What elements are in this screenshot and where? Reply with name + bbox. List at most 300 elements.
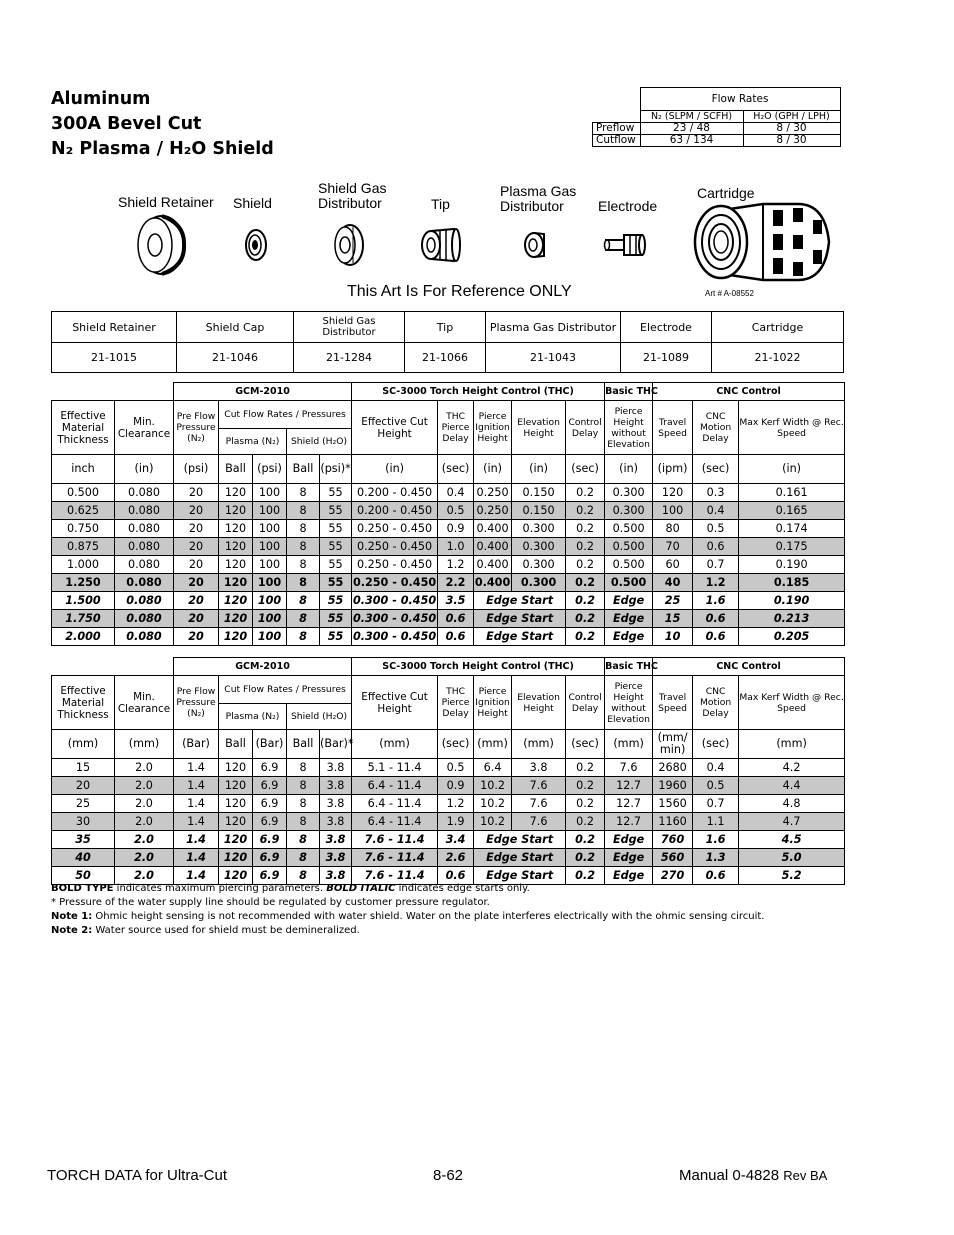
table-row: [52, 538, 845, 556]
table-cell: 1.500: [52, 592, 115, 610]
table-cell: 4.4: [739, 777, 845, 795]
art-label-shield-gas-distributor: Shield Gas Distributor: [318, 180, 387, 211]
table-cell: 8: [287, 502, 320, 520]
table-cell: 3.8: [512, 759, 566, 777]
table-cell: 1.4: [174, 795, 219, 813]
group-basic-thc: Basic THC: [605, 383, 653, 401]
table-cell: 7.6: [512, 777, 566, 795]
table-cell: 0.300 - 0.450: [352, 628, 438, 646]
table-cell: 0.250 - 0.450: [352, 538, 438, 556]
table-cell: 0.250 - 0.450: [352, 574, 438, 592]
table-cell: 0.250 - 0.450: [352, 556, 438, 574]
table-cell: 0.4: [693, 759, 739, 777]
table-cell: 50: [52, 867, 115, 885]
table-cell: 20: [174, 592, 219, 610]
unit-cell: (mm): [352, 730, 438, 759]
table-cell: 3.8: [320, 777, 352, 795]
table-cell: 7.6 - 11.4: [352, 849, 438, 867]
unit-cell: (sec): [693, 455, 739, 484]
table-cell: 1.000: [52, 556, 115, 574]
table-cell: 0.5: [438, 759, 474, 777]
table-cell: Edge Start: [474, 592, 566, 610]
table-cell: 0.2: [566, 502, 605, 520]
unit-cell: (Bar): [253, 730, 287, 759]
table-cell: 8: [287, 867, 320, 885]
table-cell: 0.6: [693, 628, 739, 646]
table-cell: 55: [320, 520, 352, 538]
table-cell: 55: [320, 628, 352, 646]
table-cell: 0.3: [693, 484, 739, 502]
table-cell: 20: [174, 610, 219, 628]
table-cell: 0.300: [512, 520, 566, 538]
unit-cell: (Bar)*: [320, 730, 352, 759]
tip-image: [418, 225, 464, 265]
note-1: Note 1: Ohmic height sensing is not recommended with water shield. Water on the plate interferes electrically with the ohmic sensing circuit.: [51, 911, 765, 922]
table-cell: 1.6: [693, 592, 739, 610]
table-cell: 100: [253, 574, 287, 592]
art-label-plasma-gas-distributor: Plasma Gas Distributor: [500, 183, 577, 214]
unit-cell: (in): [605, 455, 653, 484]
table-cell: 35: [52, 831, 115, 849]
table-cell: 0.185: [739, 574, 845, 592]
table-cell: 55: [320, 502, 352, 520]
parts-table: [51, 311, 844, 373]
table-cell: 0.175: [739, 538, 845, 556]
table-cell: 55: [320, 574, 352, 592]
table-cell: 1.0: [438, 538, 474, 556]
table-cell: 0.2: [566, 849, 605, 867]
table-cell: 10.2: [474, 777, 512, 795]
table-cell: 8: [287, 484, 320, 502]
table-cell: 120: [219, 628, 253, 646]
table-cell: 5.2: [739, 867, 845, 885]
table-cell: 0.6: [693, 610, 739, 628]
column-header-row: Effective Material Thickness Min. Clearance Pre Flow Pressure (N₂) Cut Flow Rates / Pressures Effective Cut Height THC Pierce Delay Pierce Ignition Height Elevation Height Control Delay Pierce Height without Elevation Travel Speed CNC Motion Delay Max Kerf Width @ Rec. Speed: [52, 676, 845, 704]
table-cell: 1.250: [52, 574, 115, 592]
table-cell: 0.080: [115, 556, 174, 574]
table-cell: Edge Start: [474, 867, 566, 885]
unit-cell: (sec): [438, 455, 474, 484]
table-cell: 0.2: [566, 556, 605, 574]
table-cell: 2.6: [438, 849, 474, 867]
table-cell: 55: [320, 610, 352, 628]
table-row: [52, 574, 845, 592]
table-cell: 0.190: [739, 556, 845, 574]
table-cell: 2.0: [115, 795, 174, 813]
unit-cell: (mm): [52, 730, 115, 759]
parts-number-row: 21-1015 21-1046 21-1284 21-1066 21-1043 21-1089 21-1022: [52, 343, 844, 373]
group-basic-thc: Basic THC: [605, 658, 653, 676]
table-cell: 0.5: [438, 502, 474, 520]
table-cell: 760: [653, 831, 693, 849]
table-cell: 0.190: [739, 592, 845, 610]
table-cell: 12.7: [605, 795, 653, 813]
table-cell: 0.250: [474, 484, 512, 502]
flow-row-cutflow: Cutflow 63 / 134 8 / 30: [593, 135, 841, 147]
table-cell: 1.2: [438, 556, 474, 574]
unit-cell: (in): [474, 455, 512, 484]
page-subtitle: 300A Bevel Cut: [51, 114, 202, 134]
table-cell: 0.080: [115, 610, 174, 628]
art-label-tip: Tip: [431, 196, 450, 212]
group-header-row: [52, 658, 845, 676]
table-cell: 0.300: [512, 556, 566, 574]
unit-cell: inch: [52, 455, 115, 484]
table-cell: 20: [174, 574, 219, 592]
table-cell: 120: [219, 849, 253, 867]
table-cell: 0.300 - 0.450: [352, 592, 438, 610]
table-cell: 2.2: [438, 574, 474, 592]
unit-cell: (in): [352, 455, 438, 484]
table-cell: 120: [219, 867, 253, 885]
table-cell: 120: [219, 556, 253, 574]
table-cell: 0.5: [693, 777, 739, 795]
footer-title: TORCH DATA for Ultra-Cut: [47, 1167, 228, 1184]
table-cell: 40: [52, 849, 115, 867]
table-cell: 40: [653, 574, 693, 592]
table-cell: 8: [287, 592, 320, 610]
table-cell: 7.6 - 11.4: [352, 867, 438, 885]
table-cell: 0.7: [693, 795, 739, 813]
table-cell: 2.0: [115, 831, 174, 849]
table-cell: 6.9: [253, 867, 287, 885]
table-cell: 8: [287, 628, 320, 646]
table-cell: 2.0: [115, 813, 174, 831]
table-cell: 1.750: [52, 610, 115, 628]
table-cell: 12.7: [605, 813, 653, 831]
table-cell: 8: [287, 849, 320, 867]
table-cell: 120: [219, 795, 253, 813]
table-cell: 0.400: [474, 556, 512, 574]
group-gcm: GCM-2010: [174, 383, 352, 401]
table-row: [52, 831, 845, 849]
table-cell: 0.4: [438, 484, 474, 502]
table-row: [52, 556, 845, 574]
flow-n2-header: N₂ (SLPM / SCFH): [640, 111, 743, 123]
table-cell: 20: [52, 777, 115, 795]
table-cell: Edge: [605, 610, 653, 628]
table-cell: 0.150: [512, 502, 566, 520]
table-cell: 10.2: [474, 795, 512, 813]
table-cell: 12.7: [605, 777, 653, 795]
flow-rates-header: Flow Rates: [640, 88, 840, 111]
table-cell: 8: [287, 574, 320, 592]
table-cell: 0.205: [739, 628, 845, 646]
table-cell: 0.2: [566, 777, 605, 795]
table-cell: 120: [219, 813, 253, 831]
table-cell: 1.4: [174, 849, 219, 867]
table-cell: 1.6: [693, 831, 739, 849]
table-cell: 120: [219, 484, 253, 502]
plasma-gas-distributor-image: [520, 230, 550, 260]
table-cell: 100: [253, 484, 287, 502]
table-cell: 0.174: [739, 520, 845, 538]
table-cell: 0.6: [438, 867, 474, 885]
table-cell: 20: [174, 556, 219, 574]
table-cell: 0.250: [474, 502, 512, 520]
table-cell: 100: [253, 628, 287, 646]
group-gcm: GCM-2010: [174, 658, 352, 676]
table-cell: 5.1 - 11.4: [352, 759, 438, 777]
table-cell: 1960: [653, 777, 693, 795]
table-cell: 0.2: [566, 628, 605, 646]
table-cell: 1.2: [693, 574, 739, 592]
table-cell: 3.8: [320, 849, 352, 867]
imperial-data-table: GCM-2010 SC-3000 Torch Height Control (THC) Basic THC CNC Control Effective Material Thickness Min. Clearance Pre Flow Pressure (N₂) Cut Flow Rates / Pressures Effective Cut Height THC Pierce Delay Pierce Ignition Height Elevation Height Control Delay Pierce Height without Elevation Travel Speed CNC Motion Delay Max Kerf Width @ Rec. Speed Plasma (N₂) Shield (H₂O) inch (in) (psi) Ball (psi) Ball (psi)* (in) (sec) (in) (in) (sec) (in) (ipm) (sec) (in) 0.500 0.080 20 120 100 8 55 0.200 - 0.450 0.4 0.250 0.150 0.2 0.300 120 0.3 0.161 0.625 0.080 20 120 100 8 55 0.200 - 0.450 0.5 0.250 0.150 0.2 0.300 100 0.4 0.165 0.750 0.080 20 120 100 8 55 0.250 - 0.450 0.9 0.400 0.300 0.2 0.500 80 0.5 0.174 0.875 0.080 20 120 100 8 55 0.250 - 0.450 1.0 0.400 0.300 0.2 0.500 70 0.6 0.175 1.000 0.080 20 120 100 8 55 0.250 - 0.450 1.2 0.400 0.300 0.2 0.500 60 0.7 0.190 1.250 0.080 20 120 100 8 55 0.250 - 0.450 2.2 0.400 0.300 0.2 0.500 40 1.2 0.185 1.500 0.080 20 120 100 8 55 0.300 - 0.450 3.5 Edge Start 0.2 Edge 25 1.6 0.190 1.750 0.080 20 120 100 8 55 0.300 - 0.450 0.6 Edge Start 0.2 Edge 15 0.6 0.213 2.000 0.080 20 120 100 8 55 0.300 - 0.450 0.6 Edge Start 0.2 Edge 10 0.6 0.205: [51, 382, 845, 646]
table-cell: 1.2: [438, 795, 474, 813]
unit-cell: (mm/ min): [653, 730, 693, 759]
table-cell: 560: [653, 849, 693, 867]
table-cell: Edge Start: [474, 849, 566, 867]
page-gas-title: N₂ Plasma / H₂O Shield: [51, 139, 274, 159]
table-cell: Edge: [605, 831, 653, 849]
table-cell: 80: [653, 520, 693, 538]
flow-rates-table: [592, 87, 841, 147]
unit-cell: Ball: [287, 730, 320, 759]
units-row: [52, 455, 845, 484]
table-cell: 0.080: [115, 538, 174, 556]
parts-header-row: Shield Retainer Shield Cap Shield Gas Distributor Tip Plasma Gas Distributor Electrode Cartridge: [52, 312, 844, 343]
table-cell: 2.0: [115, 867, 174, 885]
unit-cell: (sec): [566, 455, 605, 484]
table-cell: 1.3: [693, 849, 739, 867]
table-cell: 0.080: [115, 520, 174, 538]
table-cell: 0.250 - 0.450: [352, 520, 438, 538]
table-cell: 0.080: [115, 484, 174, 502]
unit-cell: (psi): [174, 455, 219, 484]
table-cell: 6.9: [253, 777, 287, 795]
table-cell: 0.500: [605, 520, 653, 538]
table-cell: 20: [174, 628, 219, 646]
table-cell: 20: [174, 538, 219, 556]
table-cell: 6.9: [253, 849, 287, 867]
table-cell: 0.2: [566, 795, 605, 813]
table-cell: 270: [653, 867, 693, 885]
table-cell: 0.5: [693, 520, 739, 538]
table-cell: 0.2: [566, 538, 605, 556]
table-cell: 8: [287, 831, 320, 849]
table-cell: 3.8: [320, 867, 352, 885]
table-cell: 120: [219, 592, 253, 610]
table-row: [52, 813, 845, 831]
table-cell: 100: [253, 502, 287, 520]
electrode-image: [603, 231, 647, 259]
unit-cell: (sec): [566, 730, 605, 759]
unit-cell: Ball: [287, 455, 320, 484]
table-cell: 0.080: [115, 592, 174, 610]
table-cell: 0.9: [438, 777, 474, 795]
group-thc: SC-3000 Torch Height Control (THC): [352, 658, 605, 676]
group-cnc: CNC Control: [653, 658, 845, 676]
table-cell: 60: [653, 556, 693, 574]
table-cell: 2.0: [115, 759, 174, 777]
table-cell: 6.4 - 11.4: [352, 813, 438, 831]
table-cell: 55: [320, 556, 352, 574]
table-cell: 4.7: [739, 813, 845, 831]
table-row: [52, 520, 845, 538]
table-cell: 8: [287, 556, 320, 574]
table-cell: 100: [253, 610, 287, 628]
unit-cell: (sec): [438, 730, 474, 759]
table-cell: 1.4: [174, 813, 219, 831]
table-cell: 0.2: [566, 610, 605, 628]
table-cell: 0.625: [52, 502, 115, 520]
art-number: Art # A-08552: [705, 289, 754, 298]
table-cell: 70: [653, 538, 693, 556]
table-cell: 8: [287, 795, 320, 813]
table-cell: 0.6: [693, 538, 739, 556]
unit-cell: (mm): [739, 730, 845, 759]
table-cell: 0.2: [566, 574, 605, 592]
table-cell: 120: [219, 777, 253, 795]
table-cell: 7.6: [512, 795, 566, 813]
table-cell: Edge: [605, 867, 653, 885]
table-cell: 0.300: [605, 502, 653, 520]
unit-cell: (sec): [693, 730, 739, 759]
table-cell: 0.7: [693, 556, 739, 574]
table-cell: 120: [219, 831, 253, 849]
group-header-row: [52, 383, 845, 401]
table-cell: 1.1: [693, 813, 739, 831]
table-cell: 3.8: [320, 759, 352, 777]
cartridge-image: [693, 202, 835, 282]
note-2: Note 2: Water source used for shield must be demineralized.: [51, 925, 360, 936]
table-cell: 8: [287, 610, 320, 628]
table-cell: 8: [287, 538, 320, 556]
table-cell: 0.200 - 0.450: [352, 484, 438, 502]
table-row: [52, 759, 845, 777]
table-cell: 0.500: [52, 484, 115, 502]
table-cell: 4.2: [739, 759, 845, 777]
table-cell: 120: [653, 484, 693, 502]
table-cell: 0.4: [693, 502, 739, 520]
table-row: [52, 795, 845, 813]
table-cell: 0.150: [512, 484, 566, 502]
table-cell: 1.4: [174, 759, 219, 777]
table-cell: 0.750: [52, 520, 115, 538]
unit-cell: Ball: [219, 455, 253, 484]
table-cell: 6.4 - 11.4: [352, 777, 438, 795]
table-cell: 7.6: [512, 813, 566, 831]
group-cnc: CNC Control: [653, 383, 845, 401]
table-cell: 6.4 - 11.4: [352, 795, 438, 813]
table-cell: 0.080: [115, 628, 174, 646]
table-cell: 0.300: [512, 574, 566, 592]
table-row: [52, 777, 845, 795]
table-cell: 0.400: [474, 520, 512, 538]
art-label-electrode: Electrode: [598, 198, 658, 214]
art-label-shield: Shield: [233, 195, 272, 211]
table-cell: 100: [253, 520, 287, 538]
table-cell: 3.4: [438, 831, 474, 849]
table-cell: 6.4: [474, 759, 512, 777]
table-cell: 120: [219, 759, 253, 777]
table-cell: 3.8: [320, 831, 352, 849]
notes: [51, 882, 764, 938]
table-cell: 8: [287, 813, 320, 831]
table-cell: 10: [653, 628, 693, 646]
table-cell: 3.8: [320, 795, 352, 813]
table-row: [52, 849, 845, 867]
unit-cell: (mm): [474, 730, 512, 759]
table-cell: 8: [287, 777, 320, 795]
note-legend: BOLD TYPE indicates maximum piercing parameters. BOLD ITALIC indicates edge starts only.: [51, 883, 530, 894]
table-cell: 1.4: [174, 831, 219, 849]
table-cell: 0.400: [474, 538, 512, 556]
unit-cell: (mm): [115, 730, 174, 759]
shield-image: [243, 228, 269, 262]
table-row: [52, 502, 845, 520]
unit-cell: (mm): [512, 730, 566, 759]
unit-cell: (psi)*: [320, 455, 352, 484]
table-cell: 25: [653, 592, 693, 610]
table-cell: 6.9: [253, 759, 287, 777]
unit-cell: (Bar): [174, 730, 219, 759]
footer-manual: Manual 0-4828 Rev BA: [679, 1167, 828, 1184]
table-cell: 100: [253, 538, 287, 556]
table-cell: 0.6: [693, 867, 739, 885]
table-cell: 0.300: [605, 484, 653, 502]
unit-cell: (in): [739, 455, 845, 484]
page-title: Aluminum: [51, 89, 151, 109]
table-cell: 0.080: [115, 574, 174, 592]
unit-cell: (in): [115, 455, 174, 484]
table-cell: 100: [653, 502, 693, 520]
table-cell: 1560: [653, 795, 693, 813]
table-cell: 3.8: [320, 813, 352, 831]
table-cell: 6.9: [253, 813, 287, 831]
table-cell: 0.213: [739, 610, 845, 628]
table-cell: 7.6 - 11.4: [352, 831, 438, 849]
footer-page-number: 8-62: [433, 1167, 464, 1184]
table-cell: 0.2: [566, 813, 605, 831]
table-row: [52, 610, 845, 628]
table-cell: 30: [52, 813, 115, 831]
table-cell: 0.500: [605, 538, 653, 556]
table-cell: 5.0: [739, 849, 845, 867]
table-cell: 0.165: [739, 502, 845, 520]
flow-h2o-header: H₂O (GPH / LPH): [743, 111, 840, 123]
table-cell: 8: [287, 759, 320, 777]
table-cell: 0.2: [566, 831, 605, 849]
table-cell: 10.2: [474, 813, 512, 831]
table-cell: 0.6: [438, 610, 474, 628]
table-cell: 20: [174, 484, 219, 502]
table-cell: 20: [174, 520, 219, 538]
unit-cell: (psi): [253, 455, 287, 484]
table-cell: 55: [320, 484, 352, 502]
table-cell: 0.300 - 0.450: [352, 610, 438, 628]
column-header-row: Effective Material Thickness Min. Clearance Pre Flow Pressure (N₂) Cut Flow Rates / Pressures Effective Cut Height THC Pierce Delay Pierce Ignition Height Elevation Height Control Delay Pierce Height without Elevation Travel Speed CNC Motion Delay Max Kerf Width @ Rec. Speed: [52, 401, 845, 429]
table-cell: 20: [174, 502, 219, 520]
table-cell: 0.080: [115, 502, 174, 520]
table-cell: 0.6: [438, 628, 474, 646]
table-cell: 0.2: [566, 592, 605, 610]
table-cell: 120: [219, 574, 253, 592]
table-cell: 0.161: [739, 484, 845, 502]
table-cell: 55: [320, 592, 352, 610]
unit-cell: (in): [512, 455, 566, 484]
table-cell: Edge Start: [474, 831, 566, 849]
table-row: [52, 592, 845, 610]
table-cell: 100: [253, 556, 287, 574]
flow-row-preflow: Preflow 23 / 48 8 / 30: [593, 123, 841, 135]
table-cell: 4.5: [739, 831, 845, 849]
table-cell: 55: [320, 538, 352, 556]
unit-cell: Ball: [219, 730, 253, 759]
table-cell: 0.9: [438, 520, 474, 538]
table-cell: 0.500: [605, 556, 653, 574]
